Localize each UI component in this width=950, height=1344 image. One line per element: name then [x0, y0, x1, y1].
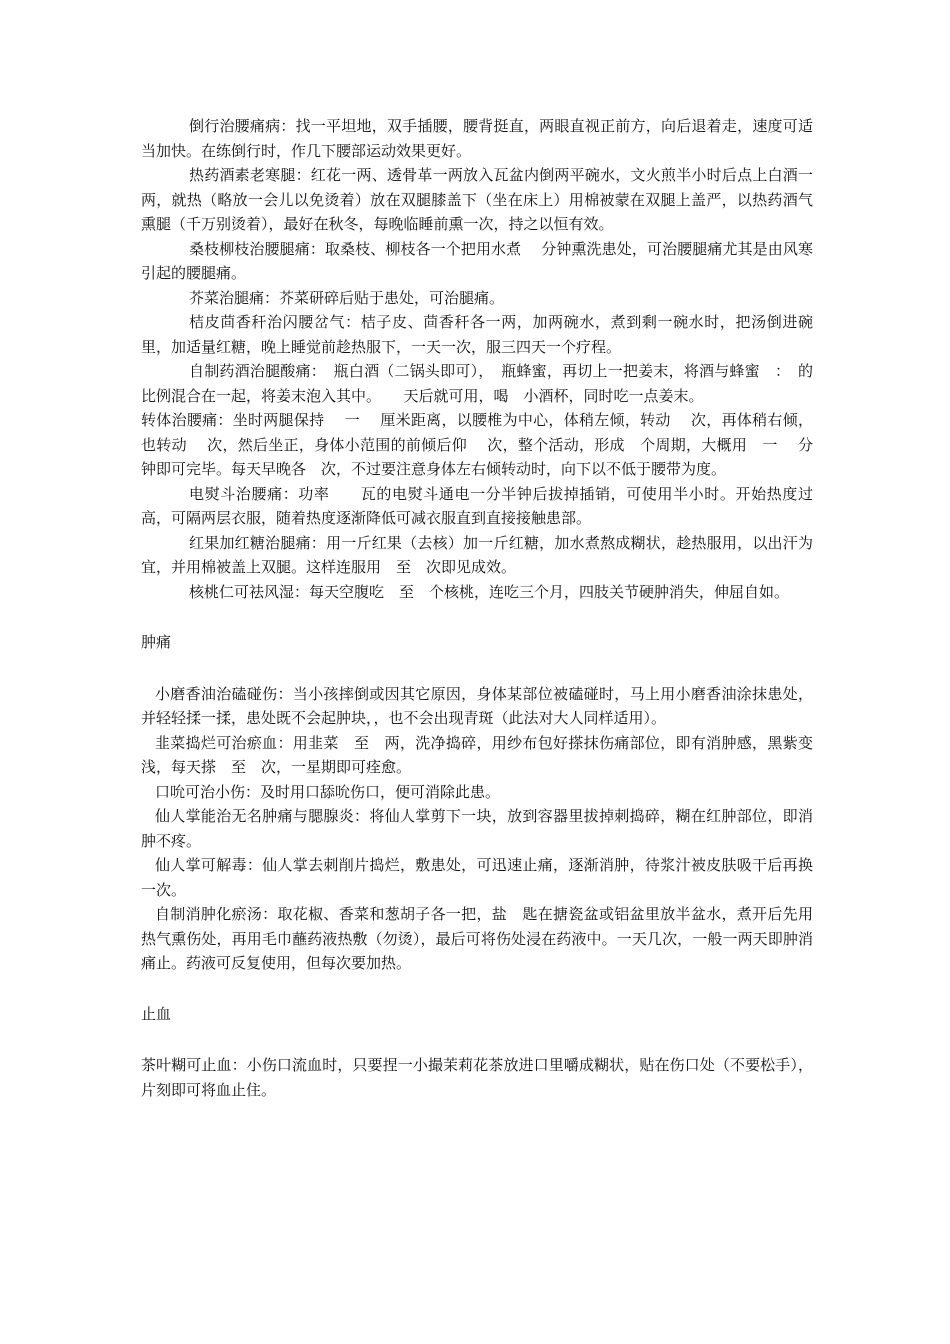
spacer — [141, 976, 813, 1002]
paragraph-mouth-suck: 口吮可治小伤：及时用口舔吮伤口，便可消除此患。 — [155, 782, 501, 801]
paragraph-walk-backward: 倒行治腰痛病：找一平坦地，双手插腰，腰背挺直，两眼直视正前方，向后退着走，速度可适当加快。在练倒行时，作几下腰部运动效果更好。 — [141, 117, 813, 160]
paragraph-mustard-greens: 芥菜治腿痛：芥菜研碎后贴于患处，可治腿痛。 — [189, 288, 505, 307]
paragraph-tea-paste: 茶叶糊可止血：小伤口流血时，只要捏一小撮茉莉花茶放进口里嚼成糊状，贴在伤口处（不要松手），片刻即可将血止住。 — [141, 1056, 813, 1099]
spacer — [141, 604, 813, 630]
spacer — [141, 655, 813, 682]
paragraph-homemade-medicinal-wine: 自制药酒治腿酸痛： 瓶白酒（二锅头即可）， 瓶蜂蜜，再切上一把姜末，将酒与蜂蜜 ： 的比例混合在一起，将姜末泡入其中。 天后就可用，喝 小酒杯，同时吃一点姜末。 — [141, 362, 813, 405]
paragraph-walnut-kernel: 核桃仁可祛风湿：每天空腹吃 至 个核桃，连吃三个月，四肢关节硬肿消失，伸屈自如。 — [189, 582, 790, 601]
paragraph-cactus-swelling: 仙人掌能治无名肿痛与腮腺炎：将仙人掌剪下一块，放到容器里拔掉刺捣碎，糊在红肿部位，即消肿不疼。 — [141, 807, 813, 850]
paragraph-orange-peel-fennel: 桔皮茴香秆治闪腰岔气：桔子皮、茴香秆各一两，加两碗水，煮到剩一碗水时，把汤倒进碗里，加适量红糖，晚上睡觉前趁热服下，一天一次，服三四天一个疗程。 — [141, 313, 813, 356]
document-page — [141, 114, 813, 1102]
paragraph-hawthorn-brown-sugar: 红果加红糖治腿痛：用一斤红果（去核）加一斤红糖，加水煮熬成糊状，趁热服用，以出汗为宜，并用棉被盖上双腿。这样连服用 至 次即见成效。 — [141, 533, 813, 576]
paragraph-sesame-oil: 小磨香油治磕碰伤：当小孩摔倒或因其它原因，身体某部位被磕碰时，马上用小磨香油涂抹患处，并轻轻揉一揉，患处既不会起肿块，，也不会出现青斑（此法对大人同样适用）。 — [141, 684, 813, 727]
paragraph-electric-iron: 电熨斗治腰痛：功率 瓦的电熨斗通电一分半钟后拔掉插销，可使用半小时。开始热度过高，可隔两层衣服，随着热度逐渐降低可减衣服直到直接接触患部。 — [141, 484, 813, 527]
paragraph-cactus-detox: 仙人掌可解毒：仙人掌去刺削片捣烂，敷患处，可迅速止痛，逐渐消肿，待浆汁被皮肤吸干后再换一次。 — [141, 856, 813, 899]
paragraph-body-rotation: 转体治腰痛：坐时两腿保持 一 厘米距离，以腰椎为中心，体稍左倾，转动 次，再体稍右倾，也转动 次，然后坐正，身体小范围的前倾后仰 次，整个活动，形成 个周期，大概用 一 分钟即可完毕。每天早晚各 次，不过要注意身体左右倾转动时，向下以不低于腰带为度。 — [141, 411, 813, 478]
paragraph-homemade-soup: 自制消肿化瘀汤：取花椒、香菜和葱胡子各一把，盐 匙在搪瓷盆或铝盆里放半盆水，煮开后先用热气熏伤处，再用毛巾蘸药液热敷（勿烫），最后可将伤处浸在药液中。一天几次，一般一两天即肿消痛止。药液可反复使用，但每次要加热。 — [141, 905, 813, 972]
paragraph-hot-medicinal-wine: 热药酒素老寒腿：红花一两、透骨革一两放入瓦盆内倒两平碗水，文火煎半小时后点上白酒一两，就热（略放一会儿以免烫着）放在双腿膝盖下（坐在床上）用棉被蒙在双腿上盖严，以热药酒气熏腿（千万别烫着），最好在秋冬，每晚临睡前熏一次，持之以恒有效。 — [141, 166, 813, 233]
section-heading-bleeding: 止血 — [141, 1004, 172, 1023]
section-heading-swelling: 肿痛 — [141, 633, 172, 651]
spacer — [141, 1026, 813, 1053]
paragraph-chinese-chives: 韭菜捣烂可治瘀血：用韭菜 至 两，洗净捣碎，用纱布包好搽抹伤痛部位，即有消肿感，黑紫变浅，每天搽 至 次，一星期即可痊愈。 — [141, 733, 813, 776]
paragraph-mulberry-willow-twigs: 桑枝柳枝治腰腿痛：取桑枝、柳枝各一个把用水煮 分钟熏洗患处，可治腰腿痛尤其是由风寒引起的腰腿痛。 — [141, 239, 813, 282]
